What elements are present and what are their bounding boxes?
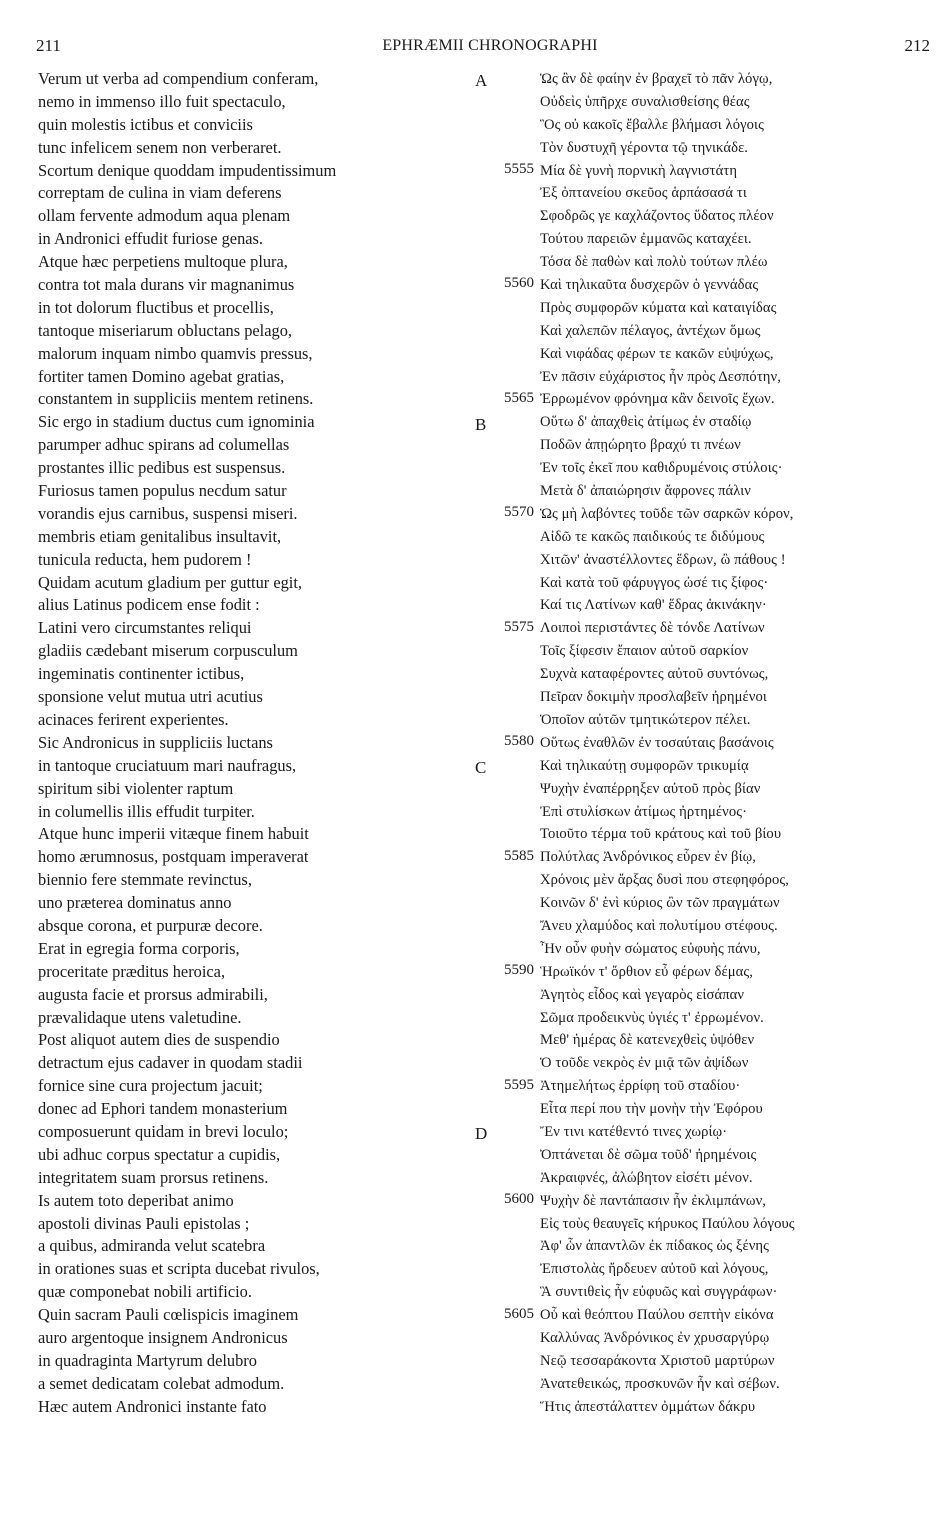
greek-line: Οὕτω δ' ἀπαχθεὶς ἀτίμως ἐν σταδίῳ xyxy=(540,414,752,431)
page-number-right: 212 xyxy=(904,36,930,55)
latin-line: composuerunt quidam in brevi loculo; xyxy=(38,1121,289,1141)
section-letter: B xyxy=(475,414,487,434)
greek-line: Οὗ καὶ θεόπτου Παύλου σεπτὴν εἰκόνα xyxy=(540,1307,774,1324)
latin-line: in orationes suas et scripta ducebat rivulos, xyxy=(38,1259,320,1279)
latin-line: in Andronici effudit furiose genas. xyxy=(38,229,264,249)
latin-line: Sic ergo in stadium ductus cum ignominia xyxy=(38,412,315,432)
greek-line: Ὃς οὐ κακοῖς ἔβαλλε βλήμασι λόγοις xyxy=(540,116,764,133)
greek-line: Ποδῶν ἀπῃώρητο βραχύ τι πνέων xyxy=(540,437,741,454)
greek-line: Τόσα δὲ παθὼν καὶ πολὺ τούτων πλέω xyxy=(540,254,768,271)
greek-line: Χιτῶν' ἀναστέλλοντες ἕδρων, ὢ πάθους ! xyxy=(540,551,786,568)
greek-line: Πεῖραν δοκιμὴν προσλαβεῖν ἠρημένοι xyxy=(540,689,767,706)
latin-line: Quidam acutum gladium per guttur egit, xyxy=(38,572,303,592)
greek-line: Καὶ τηλικαύτῃ συμφορῶν τρικυμίᾳ xyxy=(540,757,749,774)
verse-number: 5555 xyxy=(504,160,534,177)
greek-line: Ἡρωϊκόν τ' ὄρθιον εὖ φέρων δέμας, xyxy=(540,963,754,980)
latin-line: membris etiam genitalibus insultavit, xyxy=(38,526,282,546)
greek-line: Καὶ νιφάδας φέρων τε κακῶν εὐψύχως, xyxy=(540,345,774,362)
latin-line: augusta facie et prorsus admirabili, xyxy=(38,984,268,1004)
section-letter: D xyxy=(475,1124,488,1144)
greek-line: Ὁ τοῦδε νεκρὸς ἐν μιᾷ τῶν ἀψίδων xyxy=(540,1055,749,1072)
latin-column xyxy=(38,68,478,1419)
latin-line: tantoque miseriarum obluctans pelago, xyxy=(38,320,292,340)
greek-line: Ὁποῖον αὐτῶν τμητικώτερον πέλει. xyxy=(540,711,751,728)
latin-line: Is autem toto deperibat animo xyxy=(38,1190,234,1210)
latin-line: Erat in egregia forma corporis, xyxy=(38,938,240,958)
latin-line: in columellis illis effudit turpiter. xyxy=(38,801,255,821)
greek-line: Ἐρρωμένον φρόνημα κἂν δεινοῖς ἔχων. xyxy=(540,391,775,408)
greek-line: Μεθ' ἡμέρας δὲ κατενεχθεὶς ὑψόθεν xyxy=(540,1032,755,1049)
greek-line: Ἀτημελήτως ἐρρίφη τοῦ σταδίου· xyxy=(540,1078,741,1095)
greek-line: Εἰς τοὺς θεαυγεῖς κήρυκος Παύλου λόγους xyxy=(540,1215,795,1232)
verse-number: 5585 xyxy=(504,847,534,864)
greek-line: Εἶτα περί που τὴν μονὴν τὴν Ἐφόρου xyxy=(540,1101,763,1118)
greek-line: Νεῷ τεσσαράκοντα Χριστοῦ μαρτύρων xyxy=(540,1352,775,1369)
greek-line: Πρὸς συμφορῶν κύματα καὶ καταιγίδας xyxy=(540,299,777,316)
greek-line: Καὶ χαλεπῶν πέλαγος, ἀντέχων ὅμως xyxy=(540,322,761,339)
greek-line: Λοιποὶ περιστάντες δὲ τόνδε Λατίνων xyxy=(540,620,765,637)
greek-line: Καλλύνας Ἀνδρόνικος ἐν χρυσαργύρῳ xyxy=(540,1329,770,1346)
latin-line: Furiosus tamen populus necdum satur xyxy=(38,481,287,501)
greek-line: Ἐν τοῖς ἐκεῖ που καθιδρυμένοις στύλοις· xyxy=(540,460,783,477)
greek-line: Ἦν οὖν φυὴν σώματος εὐφυὴς πάνυ, xyxy=(540,940,761,957)
latin-line: contra tot mala durans vir magnanimus xyxy=(38,275,295,295)
greek-line: Ἀφ' ὧν ἀπαντλῶν ἐκ πίδακος ὡς ξένης xyxy=(540,1238,770,1255)
greek-line: Ψυχὴν δὲ παντάπασιν ἦν ἐκλιμπάνων, xyxy=(540,1192,767,1209)
latin-line: constantem in suppliciis mentem retinens. xyxy=(38,389,314,409)
verse-number: 5600 xyxy=(504,1191,534,1208)
latin-line: integritatem suam prorsus retinens. xyxy=(38,1167,269,1187)
greek-line: Ψυχὴν ἐναπέρρηξεν αὐτοῦ πρὸς βίαν xyxy=(540,780,761,797)
latin-line: correptam de culina in viam deferens xyxy=(38,183,282,203)
verse-number: 5570 xyxy=(504,504,534,521)
latin-line: Post aliquot autem dies de suspendio xyxy=(38,1030,280,1050)
latin-line: nemo in immenso illo fuit spectaculo, xyxy=(38,91,286,111)
greek-line: Ἥτις ἀπεστάλαττεν ὀμμάτων δάκρυ xyxy=(540,1398,756,1415)
latin-line: quæ componebat nobili artificio. xyxy=(38,1282,252,1302)
verse-number: 5590 xyxy=(504,962,534,979)
latin-line: ingeminatis continenter ictibus, xyxy=(38,664,245,684)
page-header xyxy=(0,36,952,60)
greek-line: Τοῖς ξίφεσιν ἔπαιον αὐτοῦ σαρκίον xyxy=(540,643,749,660)
greek-line: Τοιοῦτο τέρμα τοῦ κράτους καὶ τοῦ βίου xyxy=(540,826,782,843)
latin-line: fornice sine cura projectum jacuit; xyxy=(38,1076,263,1096)
greek-line: Ὡς ἂν δὲ φαίην ἐν βραχεῖ τὸ πᾶν λόγῳ, xyxy=(540,71,773,87)
latin-line: in tot dolorum fluctibus et procellis, xyxy=(38,297,274,317)
greek-column xyxy=(540,68,945,1419)
latin-line: Verum ut verba ad compendium conferam, xyxy=(38,69,319,88)
greek-line: Ἀκραιφνές, ἀλώβητον εἰσέτι μένον. xyxy=(540,1169,753,1186)
latin-line: prostantes illic pedibus est suspensus. xyxy=(38,458,286,478)
greek-line: Συχνὰ καταφέροντες αὐτοῦ συντόνως, xyxy=(540,666,769,683)
latin-line: alius Latinus podicem ense fodit : xyxy=(38,595,260,615)
greek-line: Ἀνατεθεικώς, προσκυνῶν ἦν καὶ σέβων. xyxy=(540,1375,780,1392)
greek-line: Τούτου παρειῶν ἐμμανῶς καταχέει. xyxy=(540,231,752,248)
latin-line: gladiis cædebant miserum corpusculum xyxy=(38,641,298,661)
latin-line: Sic Andronicus in suppliciis luctans xyxy=(38,732,273,752)
verse-number: 5595 xyxy=(504,1076,534,1093)
page-number-left: 211 xyxy=(36,36,61,55)
greek-line: Οὐδεὶς ὑπῆρχε συναλισθείσης θέας xyxy=(540,93,750,110)
latin-line: Hæc autem Andronici instante fato xyxy=(38,1396,267,1416)
greek-line: Μετὰ δ' ἀπαιώρησιν ἄφρονες πάλιν xyxy=(540,483,752,500)
latin-line: malorum inquam nimbo quamvis pressus, xyxy=(38,343,313,363)
latin-line: Atque hæc perpetiens multoque plura, xyxy=(38,252,288,272)
greek-line: Πολύτλας Ἀνδρόνικος εὗρεν ἐν βίῳ, xyxy=(540,849,757,866)
greek-line: Ὡς μὴ λαβόντες τοῦδε τῶν σαρκῶν κόρον, xyxy=(540,505,794,522)
latin-line: Latini vero circumstantes reliqui xyxy=(38,618,252,638)
latin-line: donec ad Ephori tandem monasterium xyxy=(38,1099,288,1119)
latin-line: apostoli divinas Pauli epistolas ; xyxy=(38,1213,250,1233)
latin-line: prævalidaque utens valetudine. xyxy=(38,1007,242,1027)
latin-line: detractum ejus cadaver in quodam stadii xyxy=(38,1053,303,1073)
latin-line: fortiter tamen Domino agebat gratias, xyxy=(38,366,285,386)
latin-line: Scortum denique quoddam impudentissimum xyxy=(38,160,337,180)
latin-line: parumper adhuc spirans ad columellas xyxy=(38,435,290,455)
latin-line: homo ærumnosus, postquam imperaverat xyxy=(38,847,309,867)
running-title: EPHRÆMII CHRONOGRAPHI xyxy=(382,37,598,54)
latin-line: ollam ferventе admodum aqua plenam xyxy=(38,206,291,226)
latin-line: proceritate præditus heroica, xyxy=(38,961,226,981)
latin-line: quin molestis ictibus et conviciis xyxy=(38,114,253,134)
greek-line: Ἃ συντιθεὶς ἦν εὐφυῶς καὶ συγγράφων· xyxy=(540,1284,778,1301)
latin-line: sponsione velut mutua utri acutius xyxy=(38,687,263,707)
greek-line: Ἐπιστολὰς ἤρδευεν αὐτοῦ καὶ λόγους, xyxy=(540,1261,769,1278)
verse-number: 5575 xyxy=(504,618,534,635)
greek-line: Ὀπτάνεται δὲ σῶμα τοῦδ' ἠρημένοις xyxy=(540,1146,757,1163)
section-letter: A xyxy=(475,71,488,90)
greek-line: Τὸν δυστυχῆ γέροντα τῷ τηνικάδε. xyxy=(540,139,749,156)
verse-number: 5560 xyxy=(504,275,534,292)
latin-line: Atque hunc imperii vitæque finem habuit xyxy=(38,824,309,844)
greek-line: Καὶ κατὰ τοῦ φάρυγγος ὠσέ τις ξίφος· xyxy=(540,574,769,591)
latin-line: in quadraginta Martyrum delubro xyxy=(38,1350,257,1370)
greek-line: Σφοδρῶς γε καχλάζοντος ὕδατος πλέον xyxy=(540,208,774,225)
greek-line: Ἐπὶ στυλίσκων ἀτίμως ἠρτημένος· xyxy=(540,803,748,820)
greek-line: Σῶμα προδεικνὺς ὑγιές τ' ἐρρωμένον. xyxy=(540,1009,764,1026)
greek-line: Ἐξ ὀπτανείου σκεῦος ἁρπάσασά τι xyxy=(540,185,747,202)
latin-line: spiritum sibi violenter raptum xyxy=(38,778,234,798)
latin-line: biennio fere stemmate revinctus, xyxy=(38,870,252,890)
latin-line: a semet dedicatam colebat admodum. xyxy=(38,1373,285,1393)
latin-line: tunicula reducta, hem pudorem ! xyxy=(38,549,252,569)
greek-line: Οὕτως ἐναθλῶν ἐν τοσαύταις βασάνοις xyxy=(540,734,774,751)
greek-line: Ἀγητὸς εἶδος καὶ γεγαρὸς εἰσάπαν xyxy=(540,986,745,1003)
verse-number: 5565 xyxy=(504,389,534,406)
greek-line: Χρόνοις μὲν ἄρξας δυσὶ που στεφηφόρος, xyxy=(540,872,790,889)
greek-line: Μία δὲ γυνὴ πορνικὴ λαγνιστάτη xyxy=(540,162,738,179)
latin-line: in tantoque cruciatuum mari naufragus, xyxy=(38,755,297,775)
greek-line: Ἄνευ χλαμύδος καὶ πολυτίμου στέφους. xyxy=(540,917,778,934)
greek-line: Καὶ τηλικαῦτα δυσχερῶν ὁ γεννάδας xyxy=(540,277,759,294)
latin-line: Quin sacram Pauli cœlispicis imaginem xyxy=(38,1305,299,1325)
greek-line: Αἰδῶ τε κακῶς παιδικούς τε διδύμους xyxy=(540,528,765,545)
greek-line: Ἔν τινι κατέθεντό τινες χωρίῳ· xyxy=(540,1123,728,1140)
latin-line: auro argentoque insignem Andronicus xyxy=(38,1327,288,1347)
latin-line: uno præterea dominatus anno xyxy=(38,893,232,913)
greek-line: Καί τις Λατίνων καθ' ἕδρας ἀκινάκην· xyxy=(540,597,767,614)
latin-line: ubi adhuc corpus spectatur a cupidis, xyxy=(38,1144,281,1164)
verse-number: 5580 xyxy=(504,733,534,750)
latin-line: absque corona, et purpuræ decore. xyxy=(38,915,263,935)
latin-line: acinaces ferirent experientes. xyxy=(38,709,229,729)
latin-line: a quibus, admiranda velut scatebra xyxy=(38,1236,266,1256)
greek-line: Ἐν πᾶσιν εὐχάριστος ἦν πρὸς Δεσπότην, xyxy=(540,368,781,385)
greek-line: Κοινῶν δ' ἑνὶ κύριος ὢν τῶν πραγμάτων xyxy=(540,895,780,912)
latin-line: vorandis ejus carnibus, suspensi miseri. xyxy=(38,503,298,523)
latin-line: tunc infelicem senem non verberaret. xyxy=(38,137,282,157)
section-letter: C xyxy=(475,758,487,777)
verse-number: 5605 xyxy=(504,1305,534,1322)
